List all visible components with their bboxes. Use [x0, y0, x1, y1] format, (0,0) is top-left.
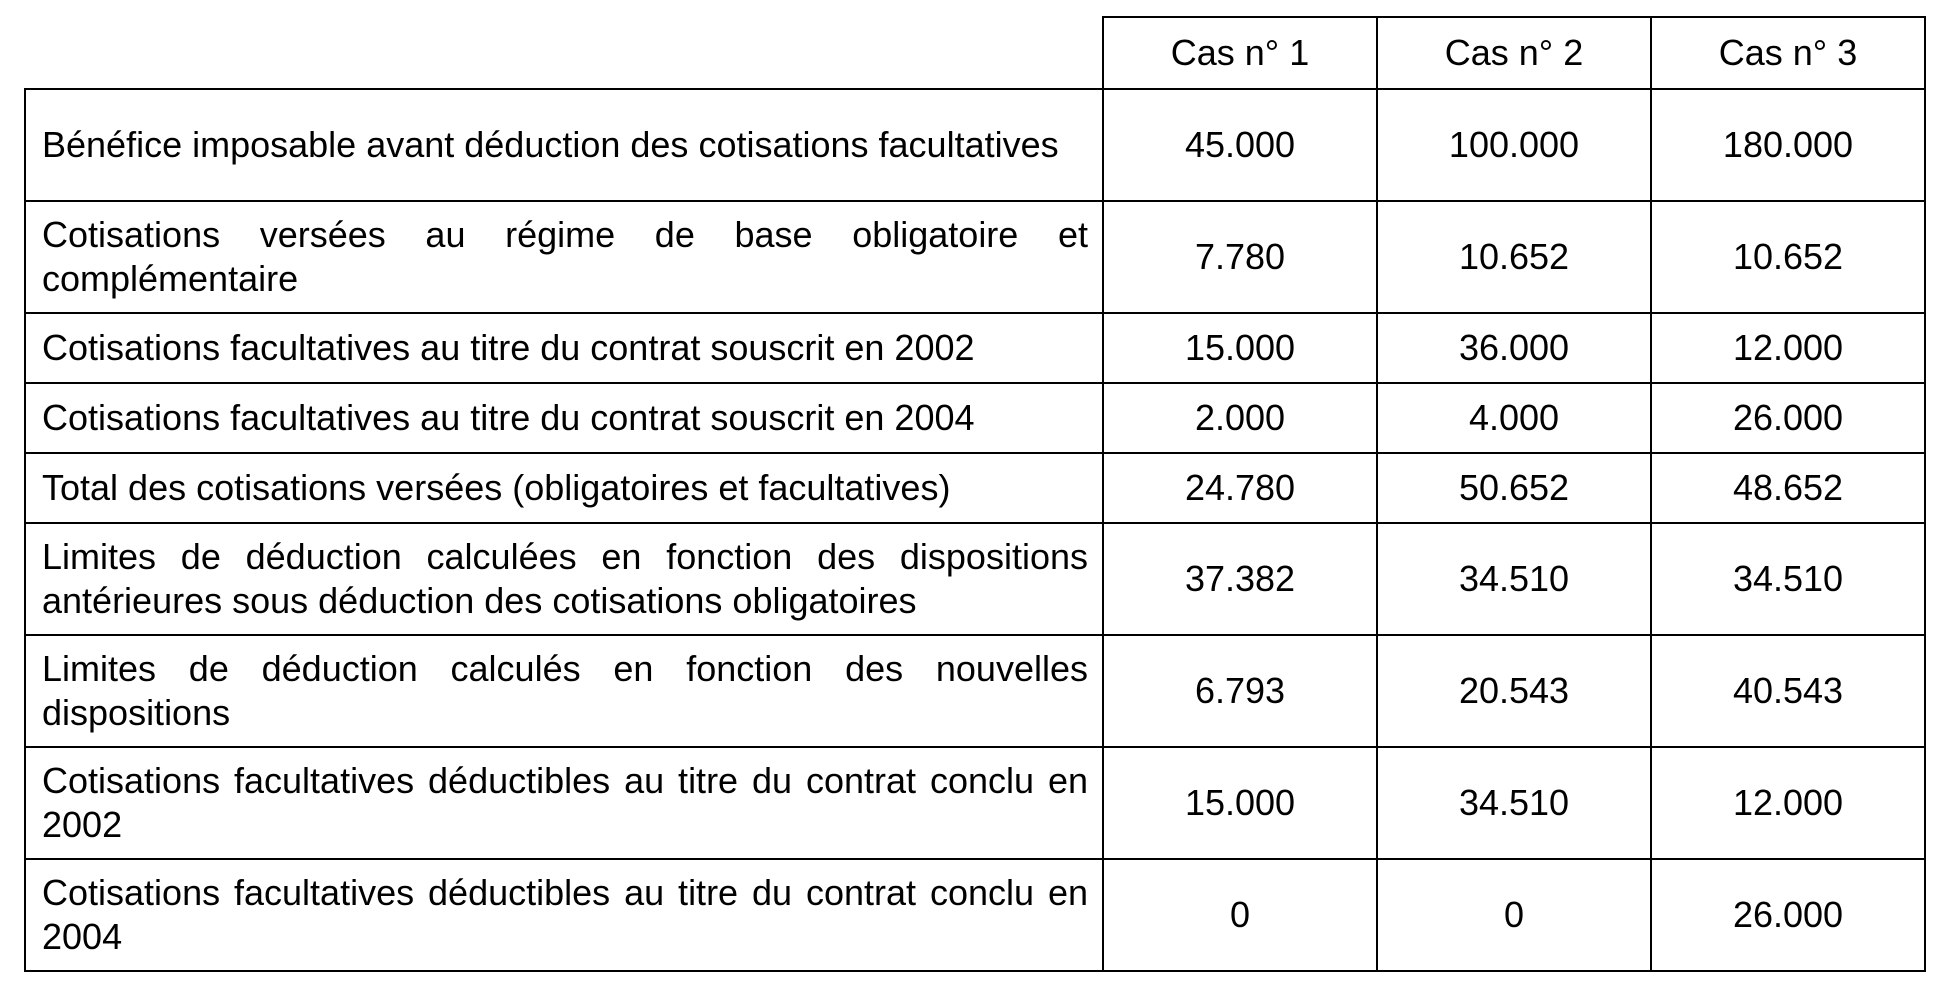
cell-value: 10.652: [1651, 201, 1925, 313]
cell-value: 34.510: [1377, 747, 1651, 859]
cell-value: 26.000: [1651, 859, 1925, 971]
cell-value: 34.510: [1651, 523, 1925, 635]
cell-value: 40.543: [1651, 635, 1925, 747]
cell-value: 12.000: [1651, 313, 1925, 383]
cell-value: 37.382: [1103, 523, 1377, 635]
row-label: Total des cotisations versées (obligatoires et facultatives): [25, 453, 1103, 523]
contributions-table: [24, 16, 1926, 972]
table-row: [25, 859, 1925, 971]
table-row: [25, 747, 1925, 859]
cell-value: 24.780: [1103, 453, 1377, 523]
cell-value: 100.000: [1377, 89, 1651, 201]
cell-value: 2.000: [1103, 383, 1377, 453]
table-row: [25, 635, 1925, 747]
row-label: Bénéfice imposable avant déduction des cotisations facultatives: [25, 89, 1103, 201]
column-header-cas-1: Cas n° 1: [1103, 17, 1377, 89]
cell-value: 180.000: [1651, 89, 1925, 201]
table-row: [25, 89, 1925, 201]
table-header-row: [25, 17, 1925, 89]
cell-value: 6.793: [1103, 635, 1377, 747]
row-label: Cotisations facultatives au titre du contrat souscrit en 2004: [25, 383, 1103, 453]
table-row: [25, 383, 1925, 453]
cell-value: 4.000: [1377, 383, 1651, 453]
column-header-cas-3: Cas n° 3: [1651, 17, 1925, 89]
row-label: Cotisations versées au régime de base obligatoire et complémentaire: [25, 201, 1103, 313]
row-label: Cotisations facultatives déductibles au titre du contrat conclu en 2002: [25, 747, 1103, 859]
table-row: [25, 523, 1925, 635]
row-label: Limites de déduction calculés en fonction des nouvelles dispositions: [25, 635, 1103, 747]
empty-corner-cell: [25, 17, 1103, 89]
row-label: Cotisations facultatives au titre du contrat souscrit en 2002: [25, 313, 1103, 383]
cell-value: 45.000: [1103, 89, 1377, 201]
cell-value: 15.000: [1103, 747, 1377, 859]
cell-value: 12.000: [1651, 747, 1925, 859]
cell-value: 36.000: [1377, 313, 1651, 383]
column-header-cas-2: Cas n° 2: [1377, 17, 1651, 89]
table-row: [25, 201, 1925, 313]
table-row: [25, 313, 1925, 383]
cell-value: 26.000: [1651, 383, 1925, 453]
cell-value: 10.652: [1377, 201, 1651, 313]
cell-value: 34.510: [1377, 523, 1651, 635]
cell-value: 0: [1377, 859, 1651, 971]
table-row: [25, 453, 1925, 523]
row-label: Limites de déduction calculées en fonction des dispositions antérieures sous déduction des cotisations obligatoires: [25, 523, 1103, 635]
cell-value: 0: [1103, 859, 1377, 971]
cell-value: 15.000: [1103, 313, 1377, 383]
cell-value: 48.652: [1651, 453, 1925, 523]
cell-value: 50.652: [1377, 453, 1651, 523]
row-label: Cotisations facultatives déductibles au titre du contrat conclu en 2004: [25, 859, 1103, 971]
cell-value: 7.780: [1103, 201, 1377, 313]
cell-value: 20.543: [1377, 635, 1651, 747]
